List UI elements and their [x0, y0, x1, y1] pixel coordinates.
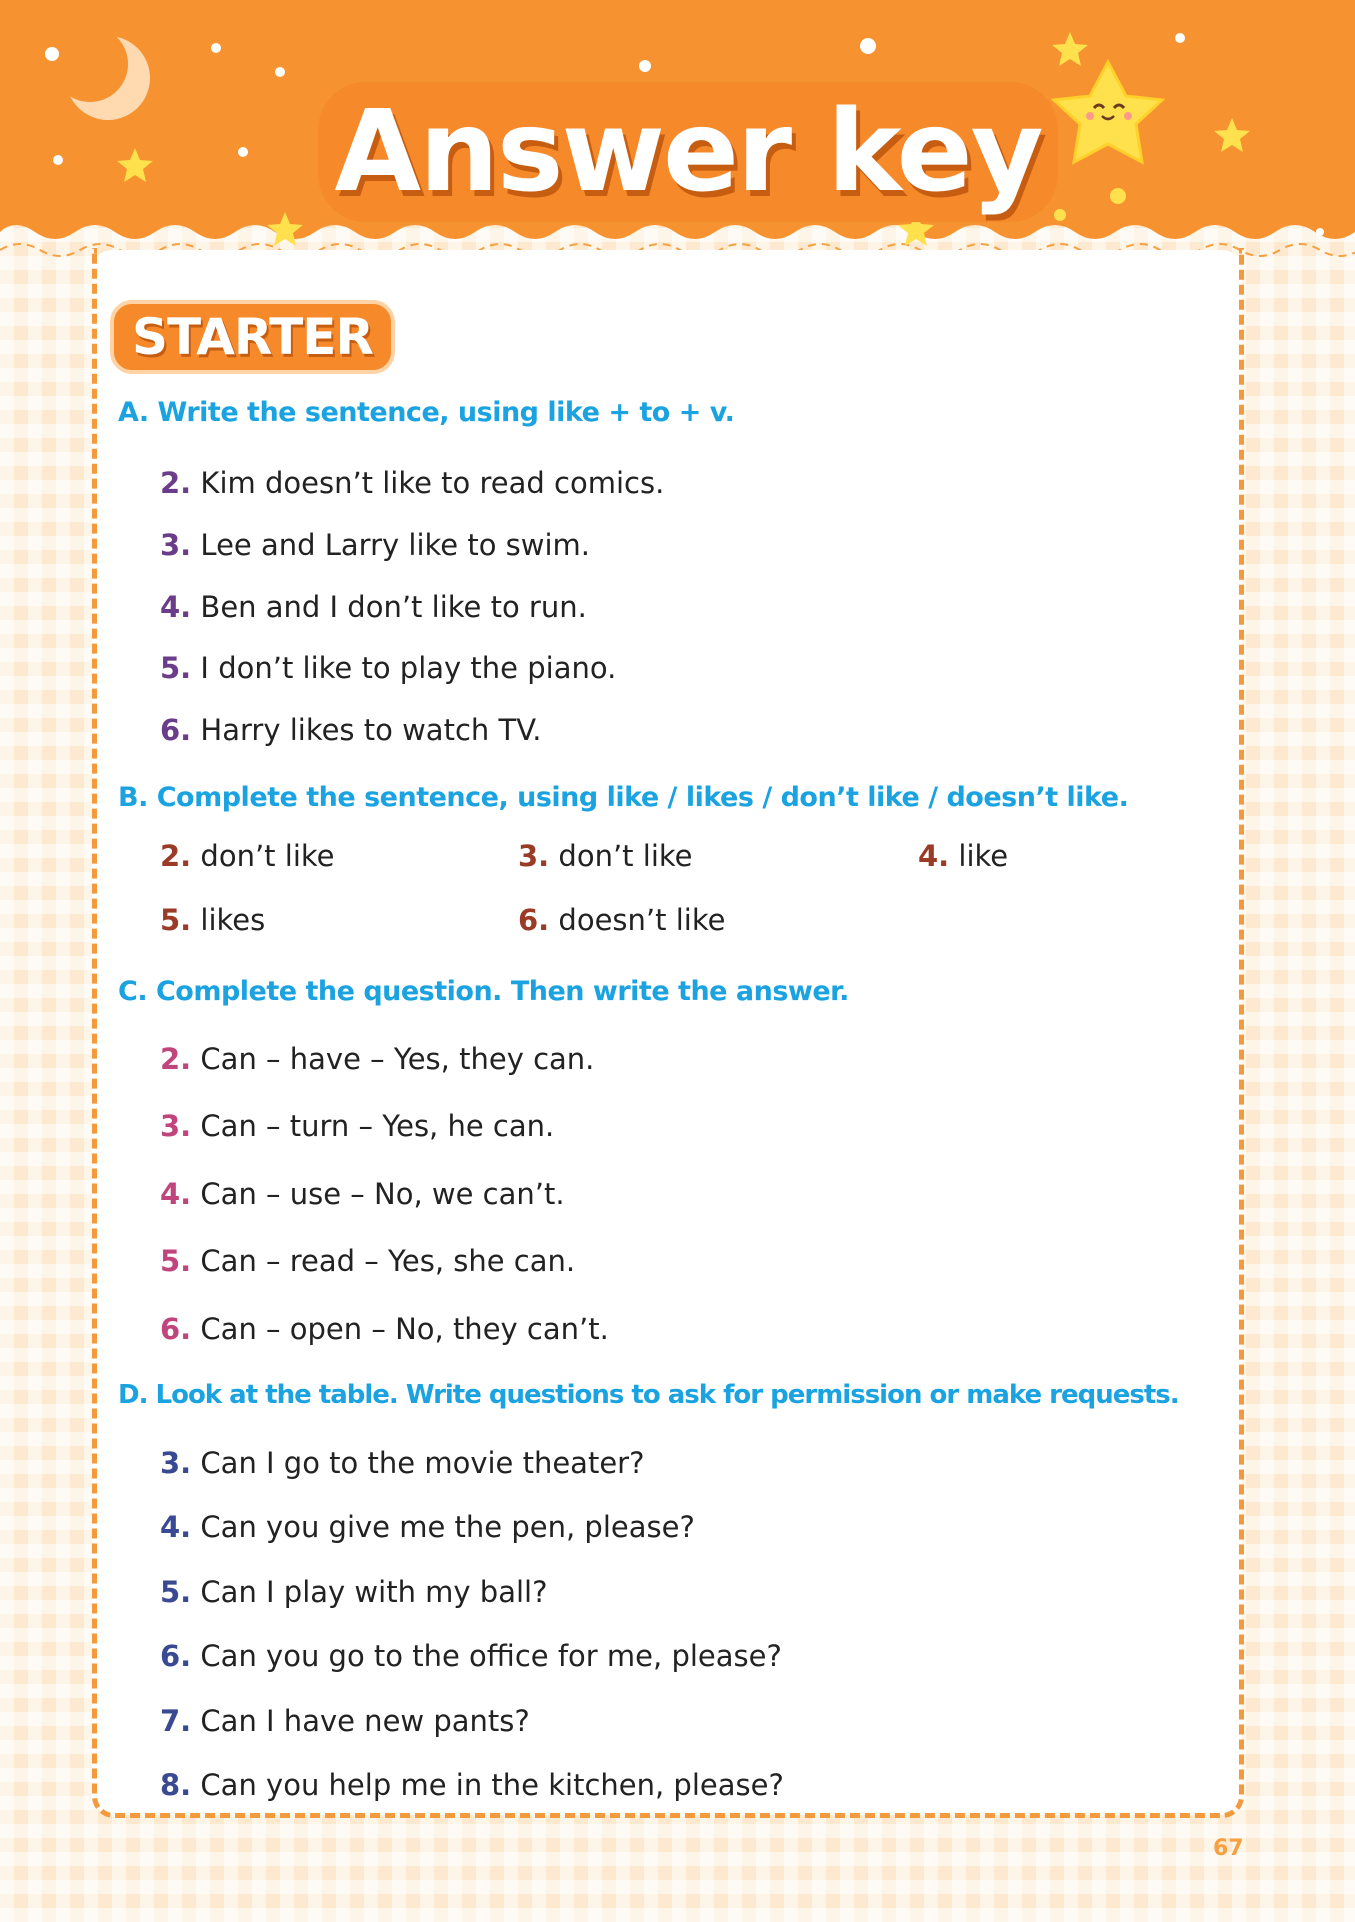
item-text: Can you go to the office for me, please? [200, 1639, 782, 1673]
item-number: 2. [160, 839, 192, 873]
item-number: 7. [160, 1704, 192, 1738]
item-text: Can I go to the movie theater? [200, 1446, 645, 1480]
list-item [160, 1639, 782, 1673]
item-text: Lee and Larry like to swim. [200, 528, 591, 562]
list-item [160, 713, 542, 747]
item-number: 6. [160, 1639, 192, 1673]
item-text: doesn’t like [558, 903, 726, 937]
list-item [160, 1042, 594, 1076]
item-number: 8. [160, 1768, 192, 1802]
item-text: don’t like [558, 839, 693, 873]
item-text: Ben and I don’t like to run. [200, 590, 587, 624]
item-number: 5. [160, 651, 192, 685]
list-item [160, 1446, 644, 1480]
list-item [160, 1312, 609, 1346]
item-text: Can you give me the pen, please? [200, 1510, 695, 1544]
item-number: 3. [160, 1109, 192, 1143]
list-item [160, 1704, 530, 1738]
item-number: 5. [160, 1244, 192, 1278]
item-text: Can – read – Yes, she can. [200, 1244, 576, 1278]
item-number: 6. [160, 713, 192, 747]
item-text: like [958, 839, 1009, 873]
item-text: Can – turn – Yes, he can. [200, 1109, 555, 1143]
list-item [160, 1109, 554, 1143]
item-text: Can – use – No, we can’t. [200, 1177, 565, 1211]
page-title: Answer key [334, 87, 1042, 217]
item-text: Can I play with my ball? [200, 1575, 548, 1609]
list-item [160, 1768, 784, 1802]
item-text: Can – have – Yes, they can. [200, 1042, 595, 1076]
item-number: 2. [160, 466, 192, 500]
item-number: 4. [160, 1177, 192, 1211]
exercise-d-heading: D. Look at the table. Write questions to ask for permission or make requests. [118, 1380, 1179, 1410]
list-item [160, 839, 334, 873]
page-number: 67 [1213, 1836, 1244, 1861]
list-item [518, 903, 725, 937]
item-number: 6. [518, 903, 550, 937]
item-text: I don’t like to play the piano. [200, 651, 617, 685]
list-item [918, 839, 1008, 873]
item-text: likes [200, 903, 266, 937]
item-text: Kim doesn’t like to read comics. [200, 466, 665, 500]
list-item [160, 1177, 565, 1211]
section-label: STARTER [110, 300, 395, 374]
header-banner [0, 0, 1355, 260]
item-number: 3. [160, 528, 192, 562]
title-badge [318, 82, 1058, 222]
item-number: 5. [160, 1575, 192, 1609]
item-number: 3. [160, 1446, 192, 1480]
list-item [160, 590, 587, 624]
item-number: 3. [518, 839, 550, 873]
exercise-b-heading: B. Complete the sentence, using like / likes / don’t like / doesn’t like. [118, 782, 1129, 813]
item-number: 4. [918, 839, 950, 873]
item-number: 5. [160, 903, 192, 937]
item-number: 6. [160, 1312, 192, 1346]
item-text: don’t like [200, 839, 335, 873]
item-text: Can you help me in the kitchen, please? [200, 1768, 784, 1802]
list-item [160, 903, 265, 937]
item-text: Harry likes to watch TV. [200, 713, 542, 747]
list-item [160, 1575, 548, 1609]
item-text: Can – open – No, they can’t. [200, 1312, 609, 1346]
list-item [160, 1244, 575, 1278]
list-item [518, 839, 692, 873]
exercise-a-heading: A. Write the sentence, using like + to + v. [118, 397, 735, 428]
item-number: 4. [160, 590, 192, 624]
item-text: Can I have new pants? [200, 1704, 530, 1738]
item-number: 2. [160, 1042, 192, 1076]
list-item [160, 651, 616, 685]
exercise-c-heading: C. Complete the question. Then write the answer. [118, 976, 849, 1007]
list-item [160, 1510, 695, 1544]
item-number: 4. [160, 1510, 192, 1544]
list-item [160, 466, 664, 500]
list-item [160, 528, 590, 562]
